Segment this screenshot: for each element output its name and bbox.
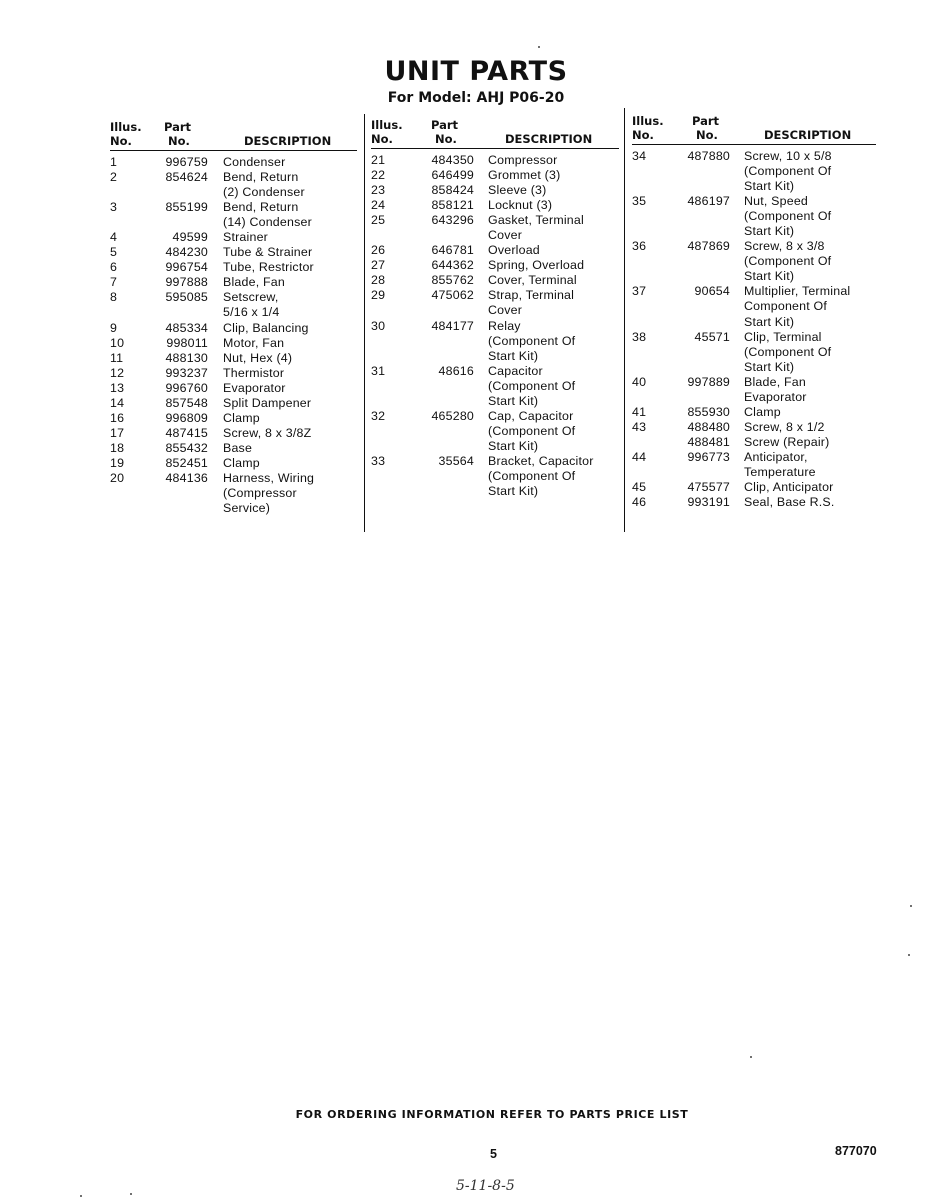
description-line: Clamp [744, 404, 781, 419]
part-description [223, 381, 357, 396]
part-description [223, 155, 357, 170]
part-row [371, 273, 619, 288]
part-description [223, 321, 357, 336]
part-number: 997889 [687, 374, 730, 389]
column-header [371, 112, 619, 149]
parts-column-1 [110, 112, 357, 516]
parts-list [110, 151, 357, 516]
description-line: Nut, Speed [744, 194, 808, 209]
part-number: 475577 [687, 480, 730, 495]
part-number: 49599 [172, 230, 208, 245]
illus-number: 13 [110, 380, 125, 395]
part-number: 997888 [165, 275, 208, 290]
part-description [744, 375, 876, 405]
part-row [110, 260, 357, 275]
description-line: Service) [223, 501, 271, 516]
part-number: 484350 [431, 153, 474, 167]
parts-column-3 [632, 112, 876, 510]
part-row [371, 258, 619, 273]
part-number: 855432 [165, 440, 208, 455]
part-number: 996754 [165, 260, 208, 275]
part-row [371, 183, 619, 198]
illus-number: 33 [371, 453, 386, 468]
description-line: Bend, Return [223, 170, 299, 185]
part-row [110, 275, 357, 290]
description-line: Clip, Balancing [223, 320, 309, 335]
part-number: 857548 [165, 395, 208, 410]
part-description [223, 471, 357, 516]
part-description [744, 194, 876, 239]
description-line: Start Kit) [744, 269, 795, 284]
illus-number: 12 [110, 365, 125, 380]
description-line: Blade, Fan [223, 275, 285, 290]
illus-number: 40 [632, 374, 647, 389]
description-line: Component Of [744, 299, 827, 314]
part-number: 858121 [431, 198, 474, 213]
description-line: Tube, Restrictor [223, 260, 314, 275]
part-row [110, 396, 357, 411]
part-row [110, 290, 357, 320]
description-line: Anticipator, [744, 449, 808, 464]
scan-speck [910, 905, 912, 907]
description-line: Start Kit) [488, 438, 539, 453]
description-line: Blade, Fan [744, 374, 806, 389]
part-number: 643296 [431, 213, 474, 228]
part-description [223, 170, 357, 200]
part-row [632, 330, 876, 375]
ordering-note: FOR ORDERING INFORMATION REFER TO PARTS PRICE LIST [295, 1108, 689, 1121]
description-line: Start Kit) [488, 348, 539, 363]
description-line: Screw (Repair) [744, 434, 830, 449]
scan-speck [908, 954, 910, 956]
illus-number: 29 [371, 288, 386, 303]
description-line: Thermistor [223, 365, 285, 380]
part-row [110, 426, 357, 441]
parts-list [632, 145, 876, 510]
description-line: Start Kit) [744, 359, 795, 374]
illus-number: 34 [632, 149, 647, 163]
part-number: 484177 [431, 318, 474, 333]
part-no-header: Part No. [164, 120, 192, 148]
description-line: Locknut (3) [488, 198, 553, 213]
part-row [371, 243, 619, 258]
scan-speck [538, 46, 540, 48]
description-header: DESCRIPTION [244, 134, 332, 148]
parts-list [371, 149, 619, 499]
description-line: Cover [488, 228, 523, 243]
part-row [110, 336, 357, 351]
part-row [371, 364, 619, 409]
document-number: 877070 [835, 1144, 877, 1158]
part-description [488, 319, 619, 364]
illus-number: 7 [110, 275, 118, 290]
part-number: 484230 [165, 245, 208, 260]
part-description [223, 230, 357, 245]
illus-number: 6 [110, 260, 118, 275]
part-number: 854624 [165, 170, 208, 185]
part-description [744, 330, 876, 375]
description-line: Start Kit) [744, 224, 795, 239]
part-description [744, 149, 876, 194]
part-row [371, 213, 619, 243]
description-line: Overload [488, 243, 540, 258]
part-row [110, 351, 357, 366]
description-line: Evaporator [223, 380, 286, 395]
part-row [110, 200, 357, 230]
illus-no-header: Illus. No. [371, 118, 403, 146]
part-row [110, 366, 357, 381]
part-description [223, 245, 357, 260]
part-number: 646781 [431, 243, 474, 258]
scan-speck [80, 1195, 82, 1197]
description-line: Screw, 8 x 3/8Z [223, 425, 312, 440]
part-number: 855762 [431, 273, 474, 288]
column-divider [364, 114, 365, 532]
part-description [488, 454, 619, 499]
part-number: 45571 [694, 329, 730, 344]
part-description [488, 273, 619, 288]
description-line: (Component Of [488, 423, 576, 438]
part-row [632, 420, 876, 435]
illus-number: 32 [371, 408, 386, 423]
part-description [488, 243, 619, 258]
part-row [632, 375, 876, 405]
description-line: (14) Condenser [223, 215, 312, 230]
description-line: Temperature [744, 464, 816, 479]
part-description [223, 260, 357, 275]
part-description [744, 284, 876, 329]
description-line: Cap, Capacitor [488, 408, 574, 423]
part-row [632, 450, 876, 480]
illus-number: 17 [110, 425, 125, 440]
column-header [632, 112, 876, 145]
part-number: 90654 [694, 284, 730, 299]
description-line: Cover [488, 303, 523, 318]
illus-number: 41 [632, 404, 647, 419]
part-description [744, 239, 876, 284]
illus-number: 23 [371, 183, 386, 198]
description-line: Compressor [488, 153, 558, 167]
illus-number: 45 [632, 480, 647, 495]
illus-number: 11 [110, 350, 124, 365]
illus-number: 46 [632, 495, 647, 510]
part-description [744, 405, 876, 420]
part-number: 485334 [165, 320, 208, 335]
part-number: 595085 [165, 290, 208, 305]
description-line: Screw, 8 x 3/8 [744, 239, 825, 254]
part-description [223, 366, 357, 381]
part-number: 35564 [438, 453, 474, 468]
part-description [223, 200, 357, 230]
part-description [223, 441, 357, 456]
part-no-header: Part No. [431, 118, 459, 146]
part-description [488, 364, 619, 409]
part-description [223, 456, 357, 471]
illus-number: 38 [632, 329, 647, 344]
part-number: 644362 [431, 258, 474, 273]
part-number: 855199 [165, 200, 208, 215]
part-number: 488480 [687, 419, 730, 434]
part-description [223, 275, 357, 290]
description-line: (Component Of [744, 254, 832, 269]
description-line: Screw, 10 x 5/8 [744, 149, 832, 163]
part-description [223, 411, 357, 426]
part-description [744, 435, 876, 450]
description-line: Clamp [223, 455, 260, 470]
model-subtitle: For Model: AHJ P06-20 [387, 90, 565, 106]
description-line: Multiplier, Terminal [744, 284, 851, 299]
part-row [110, 456, 357, 471]
illus-number: 5 [110, 245, 118, 260]
part-row [371, 198, 619, 213]
illus-number: 35 [632, 194, 647, 209]
description-line: Clamp [223, 410, 260, 425]
part-description [744, 480, 876, 495]
description-line: 5/16 x 1/4 [223, 305, 280, 320]
description-line: Spring, Overload [488, 258, 585, 273]
part-number: 996773 [687, 449, 730, 464]
part-row [110, 411, 357, 426]
part-number: 998011 [166, 335, 208, 350]
column-divider [624, 108, 625, 532]
illus-number: 10 [110, 335, 125, 350]
description-line: Start Kit) [744, 179, 795, 194]
part-description [223, 290, 357, 320]
part-row [632, 194, 876, 239]
illus-number: 19 [110, 455, 125, 470]
part-description [488, 168, 619, 183]
part-description [488, 288, 619, 318]
description-line: Seal, Base R.S. [744, 495, 835, 510]
illus-number: 30 [371, 318, 386, 333]
illus-number: 24 [371, 198, 386, 213]
part-description [488, 213, 619, 243]
illus-number: 37 [632, 284, 647, 299]
illus-number: 20 [110, 470, 125, 485]
part-number: 488130 [165, 350, 208, 365]
description-line: Split Dampener [223, 395, 312, 410]
part-description [488, 409, 619, 454]
description-line: Cover, Terminal [488, 273, 577, 288]
illus-number: 26 [371, 243, 386, 258]
description-line: Grommet (3) [488, 168, 561, 183]
description-line: Strap, Terminal [488, 288, 575, 303]
description-line: (Component Of [488, 333, 576, 348]
illus-number: 9 [110, 320, 118, 335]
page-title: UNIT PARTS [384, 56, 568, 87]
part-row [110, 245, 357, 260]
illus-number: 25 [371, 213, 386, 228]
description-line: Start Kit) [488, 393, 539, 408]
part-description [223, 336, 357, 351]
part-row [371, 153, 619, 168]
part-description [488, 198, 619, 213]
part-number: 858424 [431, 183, 474, 198]
description-line: Base [223, 440, 253, 455]
part-row [371, 288, 619, 318]
illus-no-header: Illus. No. [110, 120, 142, 148]
part-row [110, 441, 357, 456]
illus-number: 14 [110, 395, 125, 410]
part-number: 996760 [165, 380, 208, 395]
description-line: (Component Of [744, 164, 832, 179]
part-description [223, 351, 357, 366]
part-row [110, 471, 357, 516]
illus-number: 2 [110, 170, 118, 185]
part-row [632, 495, 876, 510]
part-description [223, 426, 357, 441]
part-number: 486197 [687, 194, 730, 209]
part-row [110, 381, 357, 396]
part-row [632, 284, 876, 329]
part-description [744, 450, 876, 480]
part-row [632, 480, 876, 495]
illus-number: 8 [110, 290, 118, 305]
description-line: Clip, Anticipator [744, 480, 834, 495]
part-description [744, 420, 876, 435]
description-line: Tube & Strainer [223, 245, 313, 260]
description-line: (Component Of [744, 344, 832, 359]
part-number: 465280 [431, 408, 474, 423]
part-row [632, 149, 876, 194]
description-line: (Component Of [488, 378, 576, 393]
illus-no-header: Illus. No. [632, 114, 664, 142]
description-line: Bracket, Capacitor [488, 453, 594, 468]
description-line: Nut, Hex (4) [223, 350, 293, 365]
illus-number: 1 [110, 155, 118, 169]
description-header: DESCRIPTION [505, 132, 593, 146]
part-row [632, 405, 876, 420]
page-number: 5 [490, 1147, 497, 1161]
illus-number: 16 [110, 410, 125, 425]
illus-number: 18 [110, 440, 125, 455]
description-line: Sleeve (3) [488, 183, 547, 198]
part-number: 475062 [431, 288, 474, 303]
description-line: Relay [488, 318, 521, 333]
illus-number: 21 [371, 153, 386, 167]
scan-speck [750, 1056, 752, 1058]
illus-number: 36 [632, 239, 647, 254]
part-description [223, 396, 357, 411]
part-row [110, 230, 357, 245]
description-line: Gasket, Terminal [488, 213, 584, 228]
scan-speck [130, 1193, 132, 1195]
part-number: 996809 [165, 410, 208, 425]
description-line: Strainer [223, 230, 268, 245]
part-number: 484136 [165, 470, 208, 485]
part-description [488, 153, 619, 168]
part-number: 855930 [687, 404, 730, 419]
description-line: Setscrew, [223, 290, 279, 305]
description-line: (Compressor [223, 486, 297, 501]
part-description [744, 495, 876, 510]
description-line: Start Kit) [744, 314, 795, 329]
description-line: Condenser [223, 155, 286, 169]
part-row [371, 319, 619, 364]
description-line: Screw, 8 x 1/2 [744, 419, 825, 434]
part-number: 852451 [165, 455, 208, 470]
illus-number: 4 [110, 230, 118, 245]
part-number: 487415 [165, 425, 208, 440]
part-description [488, 183, 619, 198]
description-line: (2) Condenser [223, 185, 305, 200]
illus-number: 44 [632, 449, 647, 464]
parts-column-2 [371, 112, 619, 499]
part-row [110, 321, 357, 336]
part-row [110, 155, 357, 170]
part-row [371, 409, 619, 454]
description-line: Capacitor [488, 363, 543, 378]
part-row [632, 239, 876, 284]
description-line: Clip, Terminal [744, 329, 822, 344]
handwritten-note: 5-11-8-5 [456, 1178, 515, 1194]
column-header [110, 112, 357, 151]
part-description [488, 258, 619, 273]
illus-number: 43 [632, 419, 647, 434]
illus-number: 22 [371, 168, 386, 183]
description-line: Motor, Fan [223, 335, 285, 350]
illus-number: 28 [371, 273, 386, 288]
part-row [371, 454, 619, 499]
part-no-header: Part No. [692, 114, 720, 142]
part-number: 993237 [165, 365, 208, 380]
illus-number: 3 [110, 200, 118, 215]
description-line: Start Kit) [488, 484, 539, 499]
part-row [632, 435, 876, 450]
part-number: 487880 [687, 149, 730, 163]
part-row [110, 170, 357, 200]
part-number: 48616 [438, 363, 474, 378]
part-number: 993191 [687, 495, 730, 510]
description-header: DESCRIPTION [764, 128, 852, 142]
part-number: 646499 [431, 168, 474, 183]
illus-number: 27 [371, 258, 386, 273]
part-row [371, 168, 619, 183]
part-number: 487869 [687, 239, 730, 254]
description-line: Harness, Wiring [223, 470, 315, 485]
description-line: (Component Of [744, 209, 832, 224]
description-line: Evaporator [744, 389, 807, 404]
description-line: Bend, Return [223, 200, 299, 215]
part-number: 996759 [165, 155, 208, 169]
illus-number: 31 [371, 363, 386, 378]
description-line: (Component Of [488, 468, 576, 483]
part-number: 488481 [687, 434, 730, 449]
